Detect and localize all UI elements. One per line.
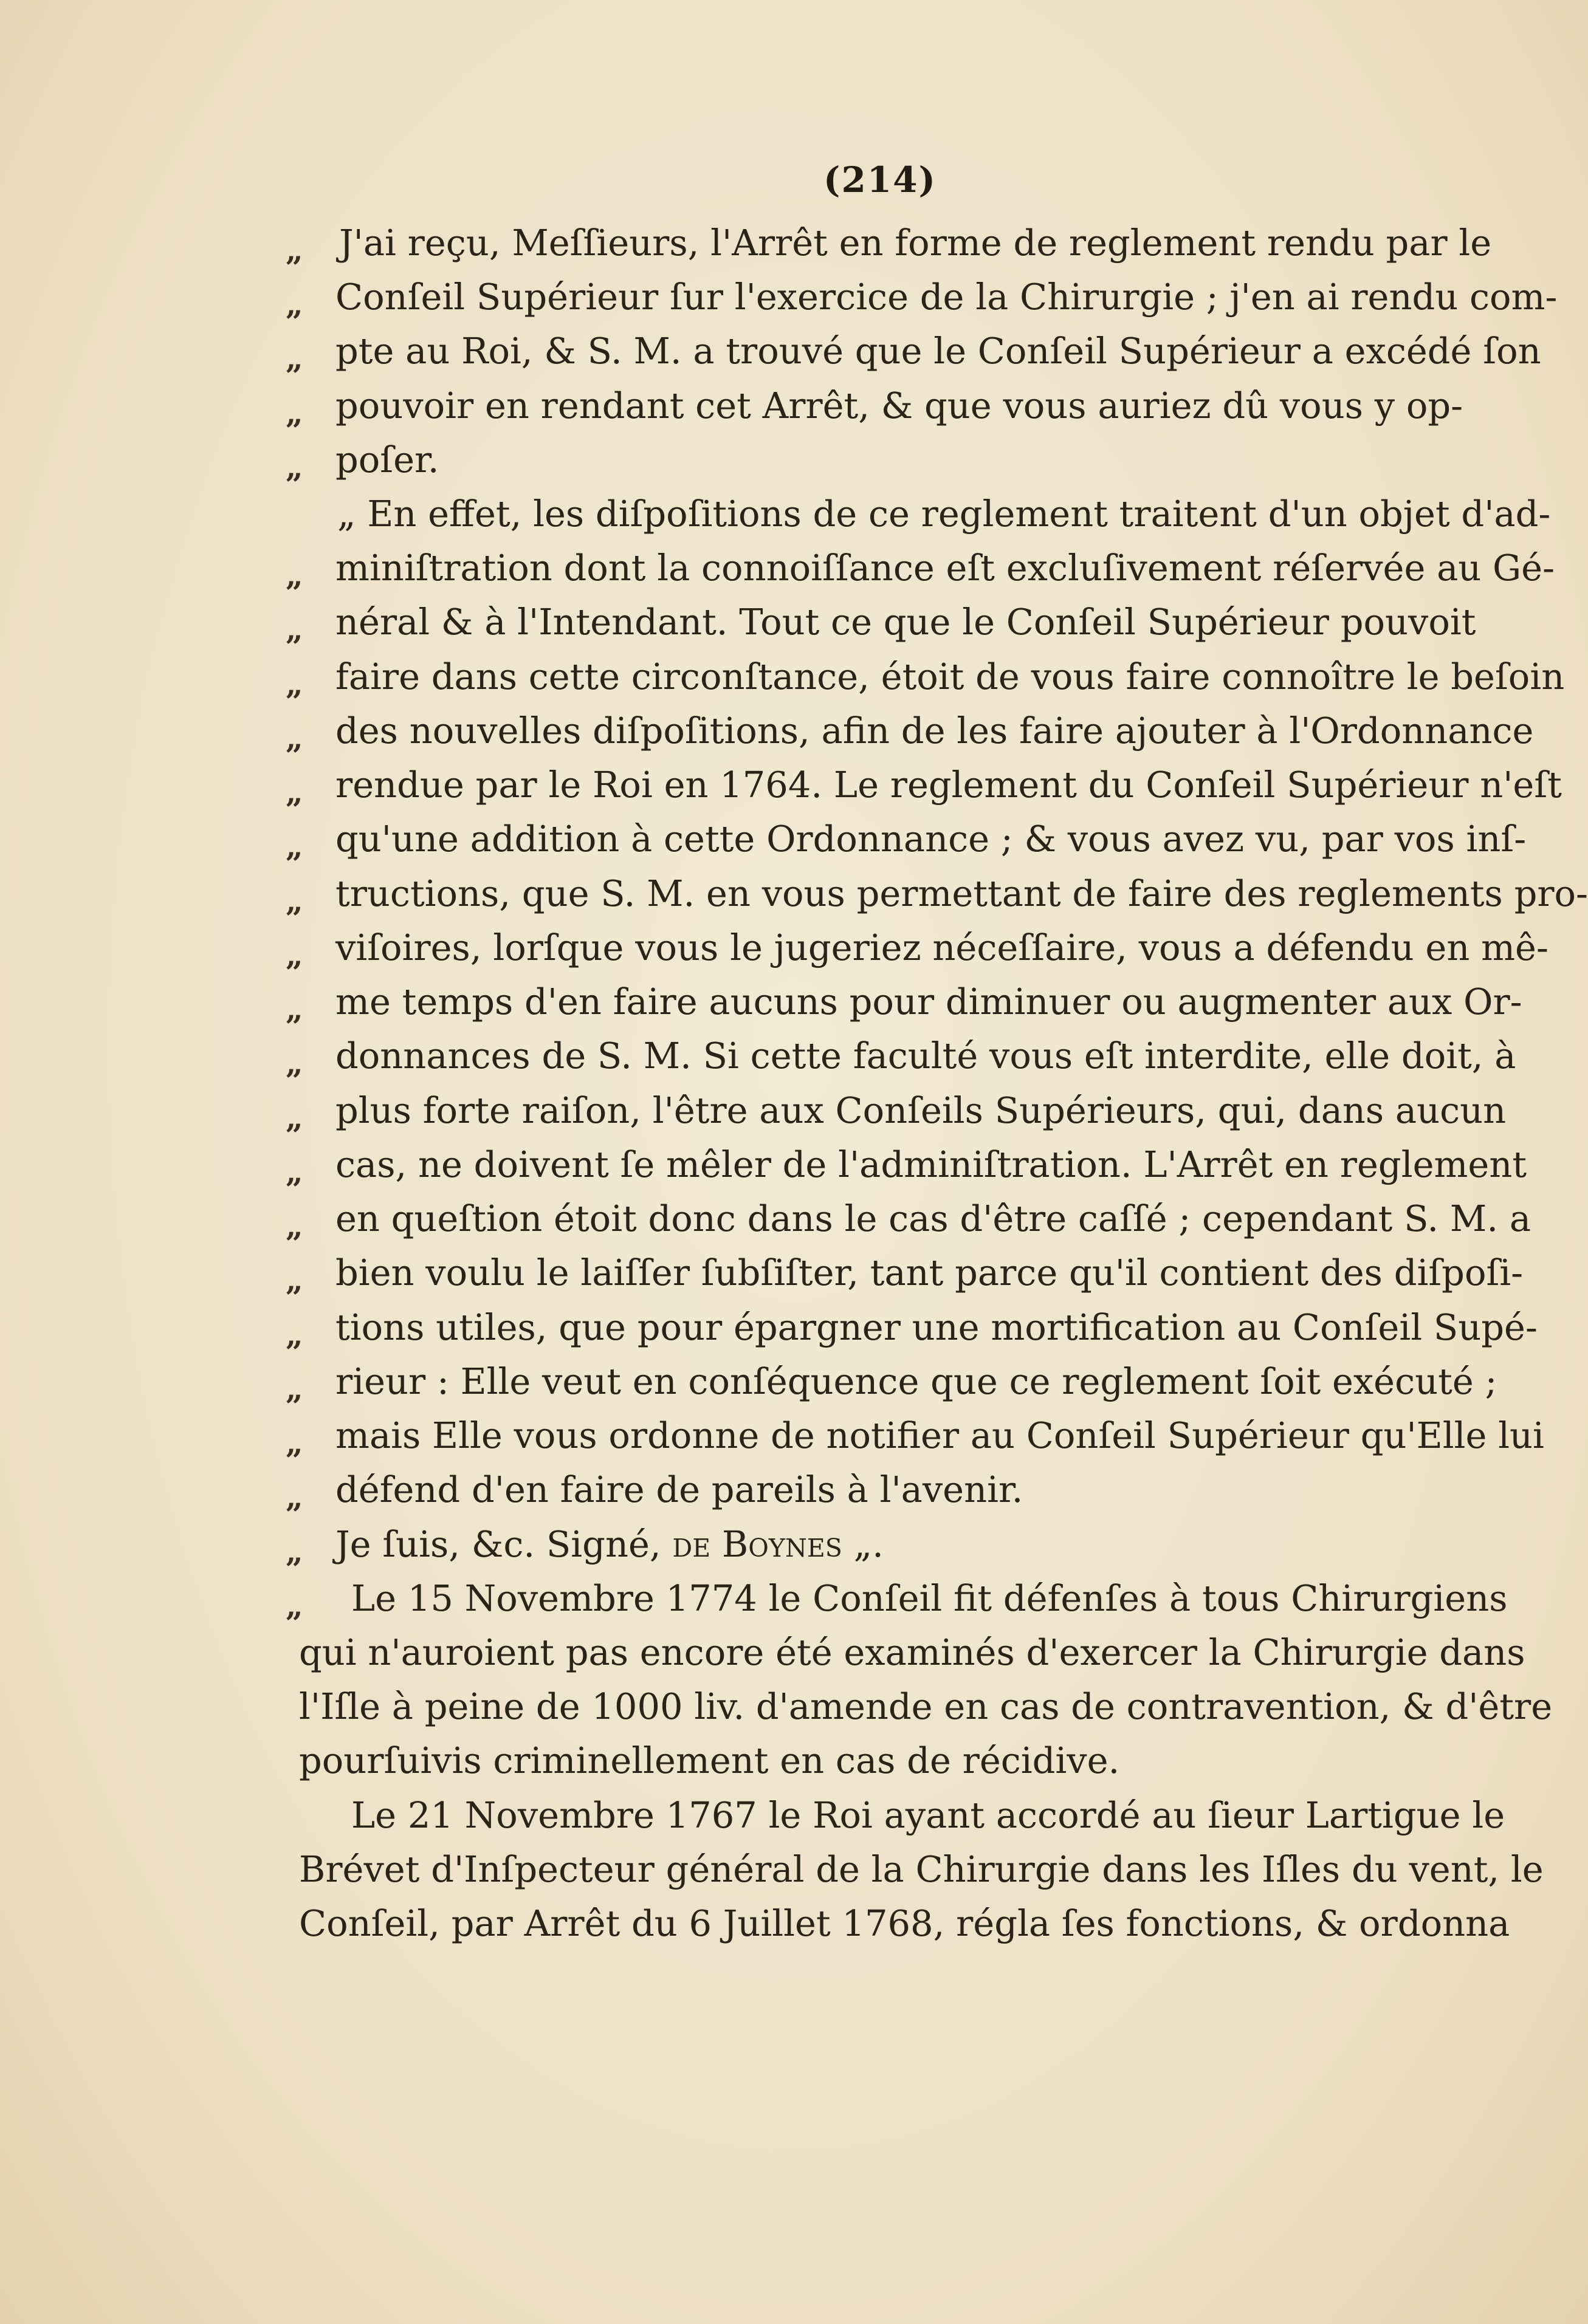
signature-close: „.: [842, 1523, 884, 1565]
quote-mark: „: [286, 286, 303, 322]
quote-mark: „: [286, 1479, 303, 1515]
text-line: l'Iſle à peine de 1000 liv. d'amende en cas de contravention, & d'être: [299, 1685, 1553, 1727]
text-line: „ En effet, les diſpoſitions de ce reglement traitent d'un objet d'ad-: [337, 493, 1551, 535]
text-line: tions utiles, que pour épargner une mortification au Conſeil Supé-: [335, 1306, 1538, 1348]
text-line: donnances de S. M. Si cette faculté vous eſt interdite, elle doit, à: [335, 1035, 1516, 1077]
text-line: Conſeil, par Arrêt du 6 Juillet 1768, régla ſes fonctions, & ordonna: [299, 1902, 1510, 1944]
quote-mark: „: [286, 395, 303, 431]
text-line: plus forte raiſon, l'être aux Conſeils Supérieurs, qui, dans aucun: [335, 1089, 1507, 1131]
text-line: Le 21 Novembre 1767 le Roi ayant accordé au ſieur Lartigue le: [351, 1794, 1505, 1836]
quote-mark: „: [286, 1262, 303, 1298]
quote-mark: „: [286, 449, 303, 485]
quote-mark: „: [286, 340, 303, 376]
text-line: me temps d'en faire aucuns pour diminuer ou augmenter aux Or-: [335, 981, 1522, 1023]
text-line: pte au Roi, & S. M. a trouvé que le Conſeil Supérieur a excédé ſon: [335, 330, 1541, 372]
text-line: qui n'auroient pas encore été examinés d'exercer la Chirurgie dans: [299, 1631, 1525, 1673]
quote-mark: „: [286, 774, 303, 810]
quote-mark: „: [286, 1317, 303, 1352]
quote-mark: „: [286, 1154, 303, 1190]
text-line: en queſtion étoit donc dans le cas d'être caſſé ; cependant S. M. a: [335, 1198, 1531, 1239]
quote-mark: „: [286, 1208, 303, 1244]
text-line: mais Elle vous ordonne de notifier au Conſeil Supérieur qu'Elle lui: [335, 1414, 1544, 1456]
text-line: néral & à l'Intendant. Tout ce que le Conſeil Supérieur pouvoit: [335, 601, 1476, 643]
text-line: Conſeil Supérieur ſur l'exercice de la Chirurgie ; j'en ai rendu com-: [335, 276, 1558, 318]
text-line: viſoires, lorſque vous le jugeriez néceſſaire, vous a défendu en mê-: [335, 927, 1548, 968]
text-line: J'ai reçu, Meſſieurs, l'Arrêt en forme de reglement rendu par le: [339, 222, 1492, 264]
text-line: des nouvelles diſpoſitions, afin de les faire ajouter à l'Ordonnance: [335, 710, 1534, 752]
quote-mark: „: [286, 232, 303, 268]
text-line: bien voulu le laiſſer ſubſiſter, tant parce qu'il contient des diſpoſi-: [335, 1252, 1524, 1294]
quote-mark: „: [286, 1588, 303, 1623]
quote-mark: „: [286, 883, 303, 919]
text-line: tructions, que S. M. en vous permettant de faire des reglements pro-: [335, 872, 1588, 914]
quote-mark: „: [286, 720, 303, 756]
quote-mark: „: [286, 1045, 303, 1081]
signature-name: de Boynes: [672, 1523, 842, 1565]
text-line: Brévet d'Inſpecteur général de la Chirurgie dans les Iſles du vent, le: [299, 1848, 1544, 1890]
text-line: miniſtration dont la connoiſſance eſt excluſivement réſervée au Gé-: [335, 547, 1555, 589]
quote-mark: „: [286, 828, 303, 864]
text-line: défend d'en faire de pareils à l'avenir.: [335, 1469, 1023, 1510]
quote-mark: „: [286, 1425, 303, 1461]
quote-mark: „: [286, 1534, 303, 1569]
text-line: pourſuivis criminellement en cas de récidive.: [299, 1740, 1120, 1781]
quote-mark: „: [286, 666, 303, 702]
text-line: cas, ne doivent ſe mêler de l'adminiſtration. L'Arrêt en reglement: [335, 1143, 1527, 1185]
text-line: pouvoir en rendant cet Arrêt, & que vous auriez dû vous y op-: [335, 385, 1463, 427]
quote-mark: „: [286, 991, 303, 1027]
signature-line: [335, 1523, 884, 1565]
page-number: (214): [823, 159, 937, 201]
signature-prefix: Je ſuis, &c. Signé,: [335, 1523, 673, 1565]
quote-mark: „: [286, 611, 303, 647]
quote-mark: „: [286, 1371, 303, 1407]
text-line: rendue par le Roi en 1764. Le reglement du Conſeil Supérieur n'eſt: [335, 764, 1562, 806]
quote-mark: „: [286, 1100, 303, 1136]
text-line: faire dans cette circonſtance, étoit de vous faire connoître le beſoin: [335, 656, 1565, 698]
quote-mark: „: [286, 937, 303, 973]
text-line: qu'une addition à cette Ordonnance ; & vous avez vu, par vos inſ-: [335, 818, 1527, 860]
quote-mark: „: [286, 557, 303, 593]
text-line: rieur : Elle veut en conſéquence que ce reglement ſoit exécuté ;: [335, 1360, 1497, 1402]
text-line: poſer.: [335, 439, 439, 481]
text-line: Le 15 Novembre 1774 le Conſeil fit défenſes à tous Chirurgiens: [351, 1577, 1508, 1619]
